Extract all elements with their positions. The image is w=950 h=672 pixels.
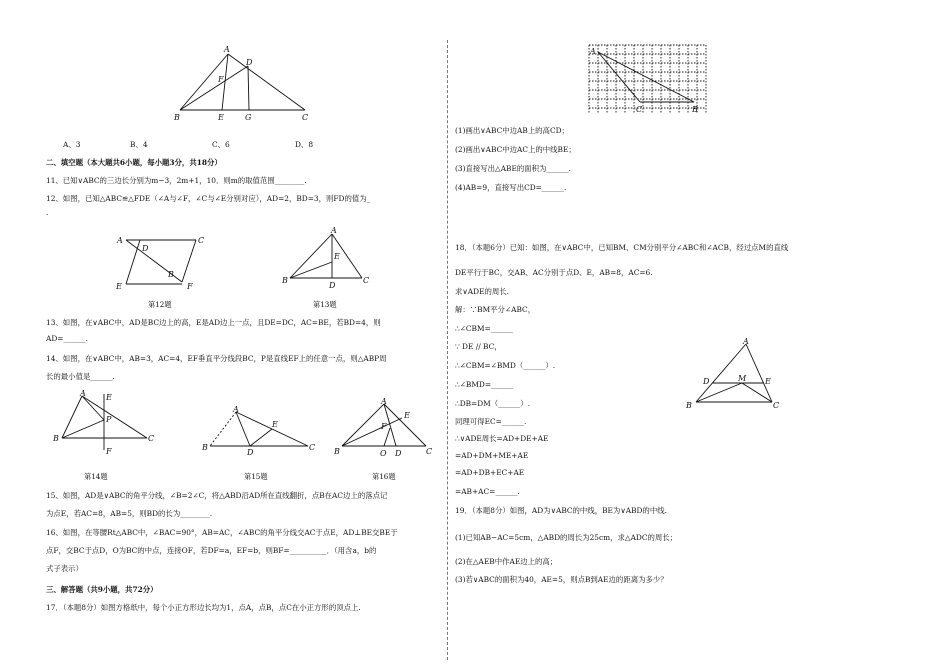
q18-sol-1: 解：∵BM平分∠ABC，: [455, 305, 536, 314]
caption-q13: 第13题: [313, 300, 337, 309]
caption-q15: 第15题: [244, 472, 268, 481]
figure-q13: [282, 228, 372, 290]
fig16-label-d: D: [395, 449, 402, 458]
q15-line2: 为点E，若AC=8，AB=5，则BD的长为________.: [46, 509, 213, 518]
q11-text: 11、已知∨ABC的三边长分别为m−3，2m+1，10．则m的取值范围________.: [46, 176, 307, 185]
fig15-label-b: B: [202, 443, 208, 452]
fig16-label-o: O: [380, 449, 387, 458]
fig18-label-a: A: [743, 337, 749, 346]
q13-text: 13、如图，在∨ABC中，AD是BC边上的高，E是AD边上一点，且DE=DC，AC=BE，若BD=4，则: [46, 318, 381, 327]
q19-part2: (2)在△AEB中作AE边上的高；: [455, 557, 558, 566]
q18-sol-11: =AB+AC=______.: [455, 487, 520, 496]
fig12-label-c: C: [198, 236, 205, 245]
section3-title: 三、解答题（共9小题，共72分）: [46, 585, 158, 594]
fig14-label-e: E: [106, 393, 112, 402]
q15-line1: 15、如图，AD是∨ABC的角平分线，∠B=2∠C，将△ABD沿AD所在直线翻折，点B在AC边上的落点记: [46, 491, 388, 500]
fig15-label-a: A: [233, 405, 239, 414]
fig10-label-g: G: [245, 113, 252, 122]
q18-sol-8: ∴∨ADE周长=AD+DE+AE: [455, 434, 549, 443]
column-divider: [447, 40, 448, 660]
fig16-label-b: B: [334, 447, 340, 456]
fig12-label-f: F: [187, 282, 193, 291]
q10-option-c: C、6: [212, 140, 230, 149]
q18-sol-7: 同理可得EC=______.: [455, 417, 527, 426]
figure-q16: [334, 396, 444, 462]
fig15-label-c: C: [309, 443, 316, 452]
q18-sol-6: ∴DB=DM（______）.: [455, 399, 531, 408]
q19-part1: (1)已知AB−AC=5cm，△ABD的周长为25cm，求△ADC的周长；: [455, 533, 678, 542]
fig18-label-b: B: [686, 401, 692, 410]
fig10-label-b: B: [174, 113, 180, 122]
fig13-label-a: A: [331, 226, 337, 235]
fig18-label-c: C: [773, 401, 780, 410]
q18-line2: DE平行于BC，交AB、AC分别于点D、E，AB=8，AC=6.: [455, 268, 653, 277]
fig13-label-d: D: [329, 281, 336, 290]
fig17-label-b: B: [692, 105, 698, 114]
section2-title: 二、填空题（本大题共6小题，每小题3分，共18分）: [46, 158, 222, 167]
q18-line3: 求∨ADE的周长.: [455, 287, 509, 296]
fig10-label-c: C: [302, 113, 309, 122]
caption-q14: 第14题: [84, 472, 108, 481]
q18-sol-2: ∴∠CBM=______: [455, 324, 513, 333]
caption-q16: 第16题: [372, 472, 396, 481]
q17-part-4: (4)AB=9，直接写出CD=______.: [455, 183, 567, 192]
fig14-label-p: P: [106, 415, 112, 424]
caption-q12: 第12题: [148, 300, 172, 309]
fig16-label-f: F: [381, 422, 387, 431]
fig16-label-c: C: [426, 447, 433, 456]
q14-line2: 长的最小值是______.: [46, 372, 115, 381]
q18-line1: 18．（本题6分）已知：如图，在∨ABC中，已知BM、CM分别平分∠ABC和∠ACB，经过点M的直线: [455, 243, 789, 252]
figure-q17-grid: [588, 44, 718, 116]
fig10-label-e: E: [218, 113, 224, 122]
fig10-label-f: F: [218, 75, 224, 84]
fig16-label-e: E: [404, 411, 410, 420]
q18-sol-4: ∴∠CBM=∠BMD（______）.: [455, 361, 556, 370]
q18-sol-5: ∴∠BMD=______: [455, 380, 514, 389]
fig17-label-a: A: [590, 47, 596, 56]
q13-text-b: AD=______.: [46, 334, 88, 343]
q10-option-d: D、8: [295, 140, 314, 149]
figure-q10: [170, 42, 320, 124]
q12-line1: 12、如图，已知△ABC≌△FDE（∠A与∠F，∠C与∠E分别对应），AD=2，BD=3，则FD的值为_: [46, 194, 371, 203]
figure-q12: [112, 232, 222, 292]
q17-part-2: (2)画出∨ABC中边AC上的中线BE；: [455, 145, 576, 154]
figure-q14: [52, 388, 162, 458]
figure-q15: [198, 400, 318, 455]
fig17-label-c: C: [636, 105, 643, 114]
fig14-label-b: B: [53, 434, 59, 443]
q16-line2: 点F，交BC于点D，O为BC的中点，连接OF，若DF=a，EF=b，则BF=__________．（用含a，b的: [46, 546, 377, 555]
q16-line1: 16、如图，在等腰Rt△ABC中，∠BAC=90°，AB=AC，∠ABC的角平分线交AC于点E，AD⊥BE交BE于: [46, 528, 398, 537]
fig12-label-d: D: [142, 244, 149, 253]
q17-part-3: (3)直接写出△ABE的面积为______.: [455, 164, 571, 173]
q18-sol-9: =AD+DM+ME+AE: [455, 451, 529, 460]
fig15-label-d: D: [247, 448, 254, 457]
fig13-label-e: E: [334, 252, 340, 261]
q19-part3: (3)若∨ABC的面积为40，AE=5，则点B到AE边的距离为多少？: [455, 575, 668, 584]
q19-line1: 19．（本题8分）如图，AD为∨ABC的中线，BE为∨ABD的中线.: [455, 506, 667, 515]
fig12-label-b: B: [168, 270, 174, 279]
fig16-label-a: A: [381, 397, 387, 406]
figure-q18: [684, 338, 780, 412]
fig15-label-e: E: [272, 420, 278, 429]
fig14-label-c: C: [148, 434, 155, 443]
q18-sol-10: =AD+DB+EC+AE: [455, 468, 525, 477]
fig18-label-e: E: [765, 377, 771, 386]
fig14-label-a: A: [80, 389, 86, 398]
q12-line2: .: [46, 208, 49, 217]
q14-line1: 14、如图，在∨ABC中，AB=3，AC=4，EF垂直平分线段BC，P是直线EF上的任意一点，则△ABP周: [46, 354, 387, 363]
fig18-label-d: D: [703, 377, 710, 386]
q17-text: 17．（本题8分）如图方格纸中，每个小正方形边长均为1，点A，点B，点C在小正方形的顶点上.: [46, 603, 361, 612]
fig14-label-f: F: [106, 447, 112, 456]
fig13-label-c: C: [363, 276, 370, 285]
fig10-label-a: A: [224, 45, 230, 54]
q17-part-1: (1)画出∨ABC中边AB上的高CD；: [455, 126, 569, 135]
q18-sol-3: ∵ DE // BC，: [455, 342, 502, 351]
q10-option-a: A、3: [63, 140, 81, 149]
fig10-label-d: D: [246, 58, 253, 67]
fig13-label-b: B: [282, 276, 288, 285]
fig12-label-a: A: [117, 236, 123, 245]
q16-line3: 式子表示）: [46, 564, 83, 573]
fig18-label-m: M: [738, 374, 747, 383]
q10-option-b: B、4: [130, 140, 148, 149]
fig12-label-e: E: [116, 282, 122, 291]
